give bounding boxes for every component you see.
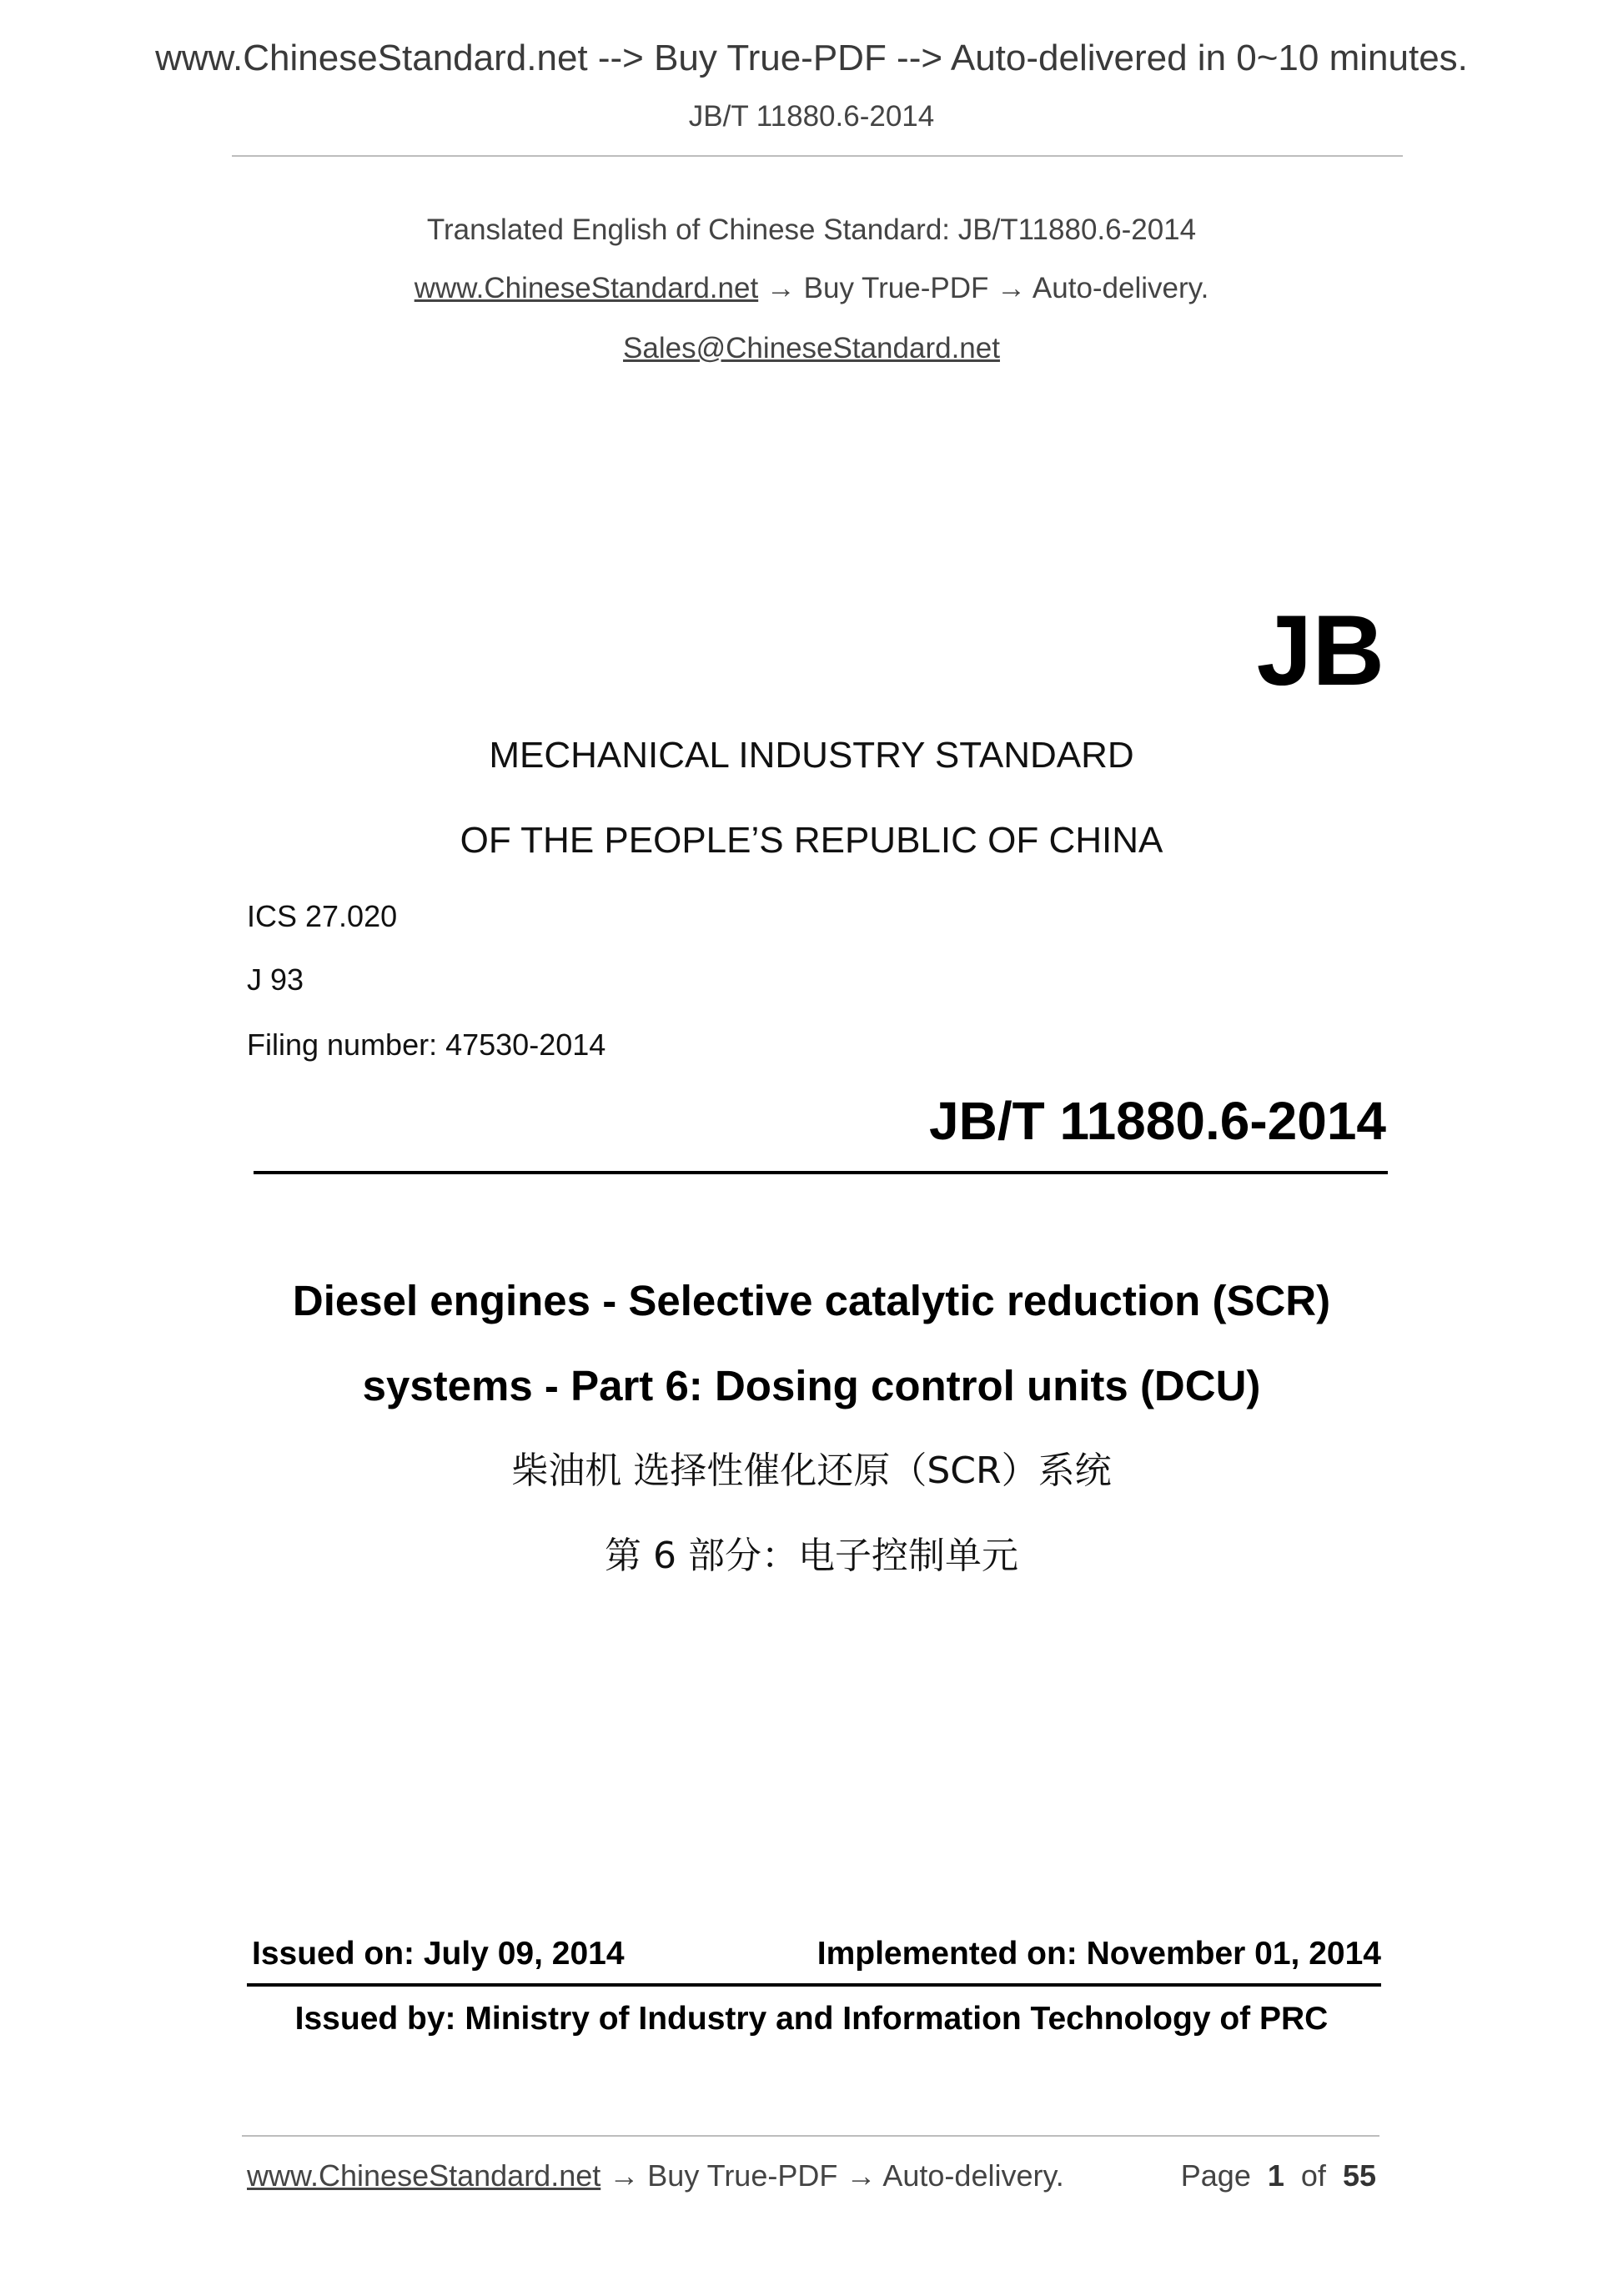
page-total: 55: [1342, 2158, 1376, 2193]
implemented-on-date: Implemented on: November 01, 2014: [817, 1936, 1381, 1972]
arrow-right-icon: →: [766, 272, 796, 304]
dates-divider: [247, 1983, 1381, 1987]
purchase-link-line: [0, 272, 1623, 305]
top-banner: www.ChineseStandard.net --> Buy True-PDF --> Auto-delivered in 0~10 minutes.: [155, 38, 1468, 78]
issued-on-date: Issued on: July 09, 2014: [252, 1936, 625, 1972]
buy-text: Buy True-PDF: [803, 272, 989, 304]
arrow-right-icon: →: [997, 272, 1027, 304]
title-english-line-1: Diesel engines - Selective catalytic reduction (SCR): [292, 1277, 1331, 1324]
page-label: Page: [1180, 2158, 1251, 2193]
ics-code: ICS 27.020: [247, 899, 398, 933]
page-of-label: of: [1300, 2158, 1326, 2193]
running-head: JB/T 11880.6-2014: [688, 100, 935, 133]
footer-purchase-line: [247, 2158, 1064, 2193]
standard-heading-line-1: MECHANICAL INDUSTRY STANDARD: [489, 735, 1134, 776]
page-indicator: [1181, 2158, 1376, 2193]
arrow-right-icon: →: [609, 2158, 640, 2193]
issued-by: Issued by: Ministry of Industry and Information Technology of PRC: [294, 2001, 1329, 2037]
sales-email-link[interactable]: Sales@ChineseStandard.net: [623, 332, 1000, 364]
standard-number-divider: [254, 1171, 1388, 1174]
header-divider: [232, 155, 1403, 157]
delivery-text: Auto-delivery.: [1032, 272, 1209, 304]
arrow-right-icon: →: [846, 2158, 877, 2193]
site-link[interactable]: www.ChineseStandard.net: [414, 272, 759, 304]
footer-buy-text: Buy True-PDF: [647, 2158, 838, 2193]
title-chinese-line-1: 柴油机 选择性催化还原（SCR）系统: [511, 1449, 1112, 1492]
standard-number: JB/T 11880.6-2014: [929, 1091, 1386, 1151]
translated-line: Translated English of Chinese Standard: JB/T11880.6-2014: [426, 214, 1197, 246]
footer-site-link[interactable]: www.ChineseStandard.net: [247, 2158, 601, 2193]
footer-delivery-text: Auto-delivery.: [882, 2158, 1064, 2193]
filing-number: Filing number: 47530-2014: [247, 1027, 606, 1062]
sales-line: [0, 332, 1623, 365]
title-chinese-line-2: 第 6 部分：电子控制单元: [605, 1535, 1018, 1577]
page-current: 1: [1267, 2158, 1284, 2193]
classification-code: J 93: [247, 962, 304, 997]
standard-heading-line-2: OF THE PEOPLE’S REPUBLIC OF CHINA: [460, 820, 1163, 861]
footer-divider: [242, 2135, 1379, 2137]
jb-mark: JB: [1256, 595, 1384, 706]
title-english-line-2: systems - Part 6: Dosing control units (DCU): [362, 1362, 1261, 1409]
